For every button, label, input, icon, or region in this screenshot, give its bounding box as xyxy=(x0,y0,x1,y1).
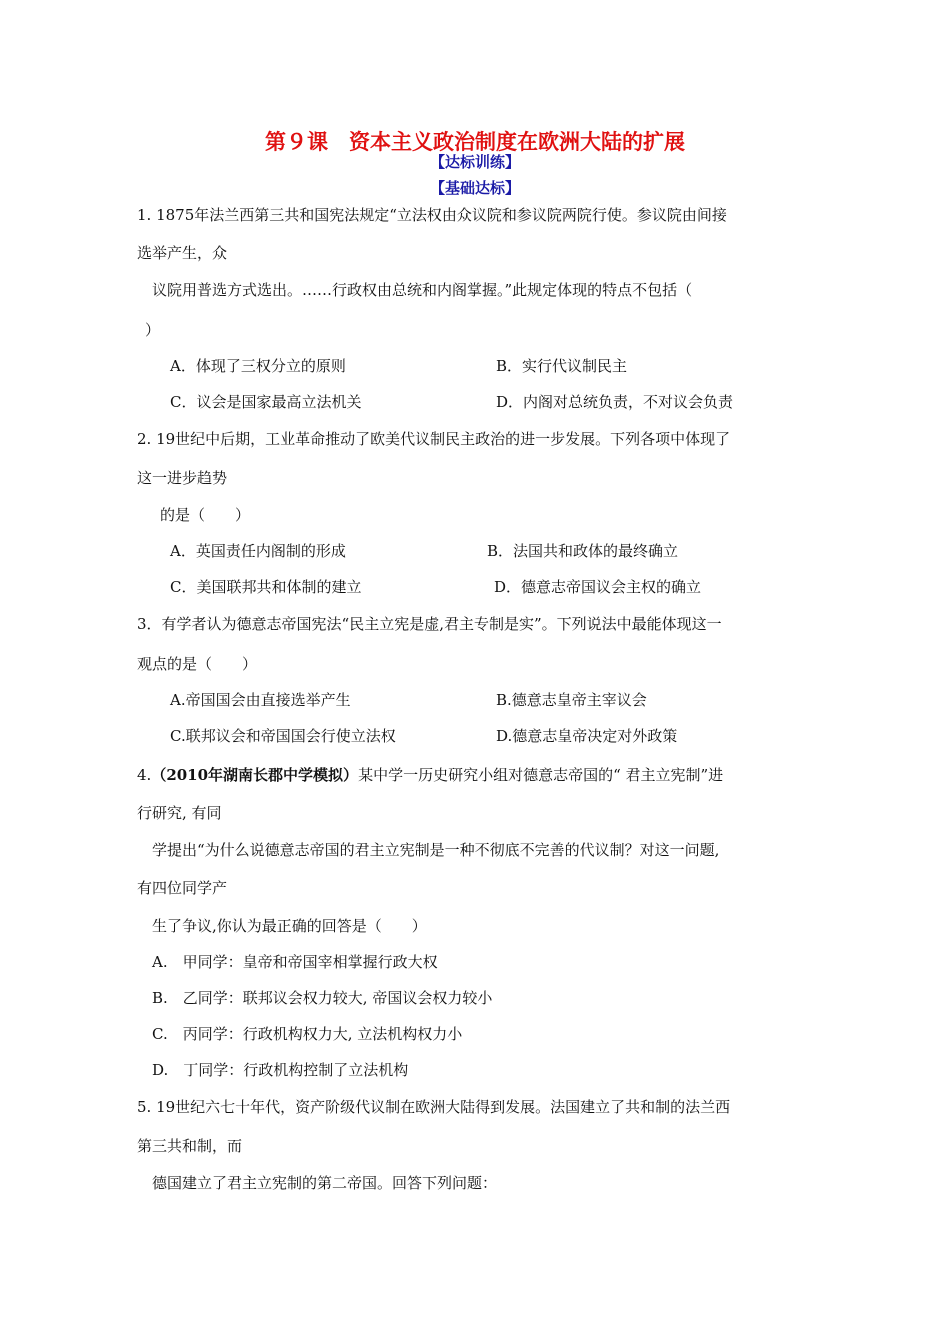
q2-stem-line2: 这一进步趋势 xyxy=(137,469,228,487)
q4-number: 4. xyxy=(137,766,152,784)
q4-option-b: B. 乙同学：联邦议会权力较大, 帝国议会权力较小 xyxy=(152,989,493,1007)
q4-stem-line5: 生了争议,你认为最正确的回答是（ ） xyxy=(152,917,427,935)
q3-stem-line2: 观点的是（ ） xyxy=(137,655,258,673)
q1-option-b: B．实行代议制民主 xyxy=(496,357,628,375)
q5-stem-line2: 第三共和制，而 xyxy=(137,1137,243,1155)
q1-stem-line1: 1. 1875年法兰西第三共和国宪法规定“立法权由众议院和参议院两院行使。参议院由间接 xyxy=(137,206,727,224)
q3-option-a: A.帝国国会由直接选举产生 xyxy=(170,691,351,709)
q1-stem-line2: 选举产生，众 xyxy=(137,244,228,262)
q3-option-c: C.联邦议会和帝国国会行使立法权 xyxy=(170,727,396,745)
q4-stem-line1 xyxy=(137,765,723,785)
q2-option-a: A．英国责任内阁制的形成 xyxy=(170,542,346,560)
q2-stem-line1: 2. 19世纪中后期，工业革命推动了欧美代议制民主政治的进一步发展。下列各项中体现了 xyxy=(137,430,731,448)
q4-source: （2010年湖南长郡中学模拟） xyxy=(151,766,359,784)
q1-option-c: C．议会是国家最高立法机关 xyxy=(170,393,362,411)
q2-option-c: C．美国联邦共和体制的建立 xyxy=(170,578,362,596)
q4-stem-line4: 有四位同学产 xyxy=(137,879,228,897)
subsection-heading: 【基础达标】 xyxy=(429,179,520,197)
q3-option-d: D.德意志皇帝决定对外政策 xyxy=(496,727,678,745)
q2-option-d: D．德意志帝国议会主权的确立 xyxy=(494,578,702,596)
q1-stem-line4: ） xyxy=(145,321,161,339)
q5-stem-line1: 5. 19世纪六七十年代，资产阶级代议制在欧洲大陆得到发展。法国建立了共和制的法兰西 xyxy=(137,1098,731,1116)
q2-stem-line3: 的是（ ） xyxy=(160,506,251,524)
q4-stem-line2: 行研究, 有同 xyxy=(137,804,222,822)
q1-option-a: A．体现了三权分立的原则 xyxy=(170,357,346,375)
q3-stem-line1: 3．有学者认为德意志帝国宪法“民主立宪是虚,君主专制是实”。下列说法中最能体现这一 xyxy=(137,615,722,633)
q4-stem-line3: 学提出“为什么说德意志帝国的君主立宪制是一种不彻底不完善的代议制？对这一问题, xyxy=(152,841,720,859)
q5-stem-line3: 德国建立了君主立宪制的第二帝国。回答下列问题： xyxy=(152,1174,498,1192)
q1-stem-line3: 议院用普选方式选出。……行政权由总统和内阁掌握。”此规定体现的特点不包括（ xyxy=(152,281,693,299)
q3-option-b: B.德意志皇帝主宰议会 xyxy=(496,691,647,709)
lesson-title: 第９课 资本主义政治制度在欧洲大陆的扩展 xyxy=(265,130,685,154)
q4-stem-text: 某中学一历史研究小组对德意志帝国的“ 君主立宪制”进 xyxy=(358,766,724,784)
q4-option-c: C. 丙同学：行政机构权力大, 立法机构权力小 xyxy=(152,1025,463,1043)
q4-option-a: A. 甲同学：皇帝和帝国宰相掌握行政大权 xyxy=(152,953,438,971)
q4-option-d: D. 丁同学：行政机构控制了立法机构 xyxy=(152,1061,409,1079)
q1-option-d: D．内阁对总统负责，不对议会负责 xyxy=(496,393,734,411)
q2-option-b: B．法国共和政体的最终确立 xyxy=(487,542,679,560)
section-heading: 【达标训练】 xyxy=(429,153,520,171)
